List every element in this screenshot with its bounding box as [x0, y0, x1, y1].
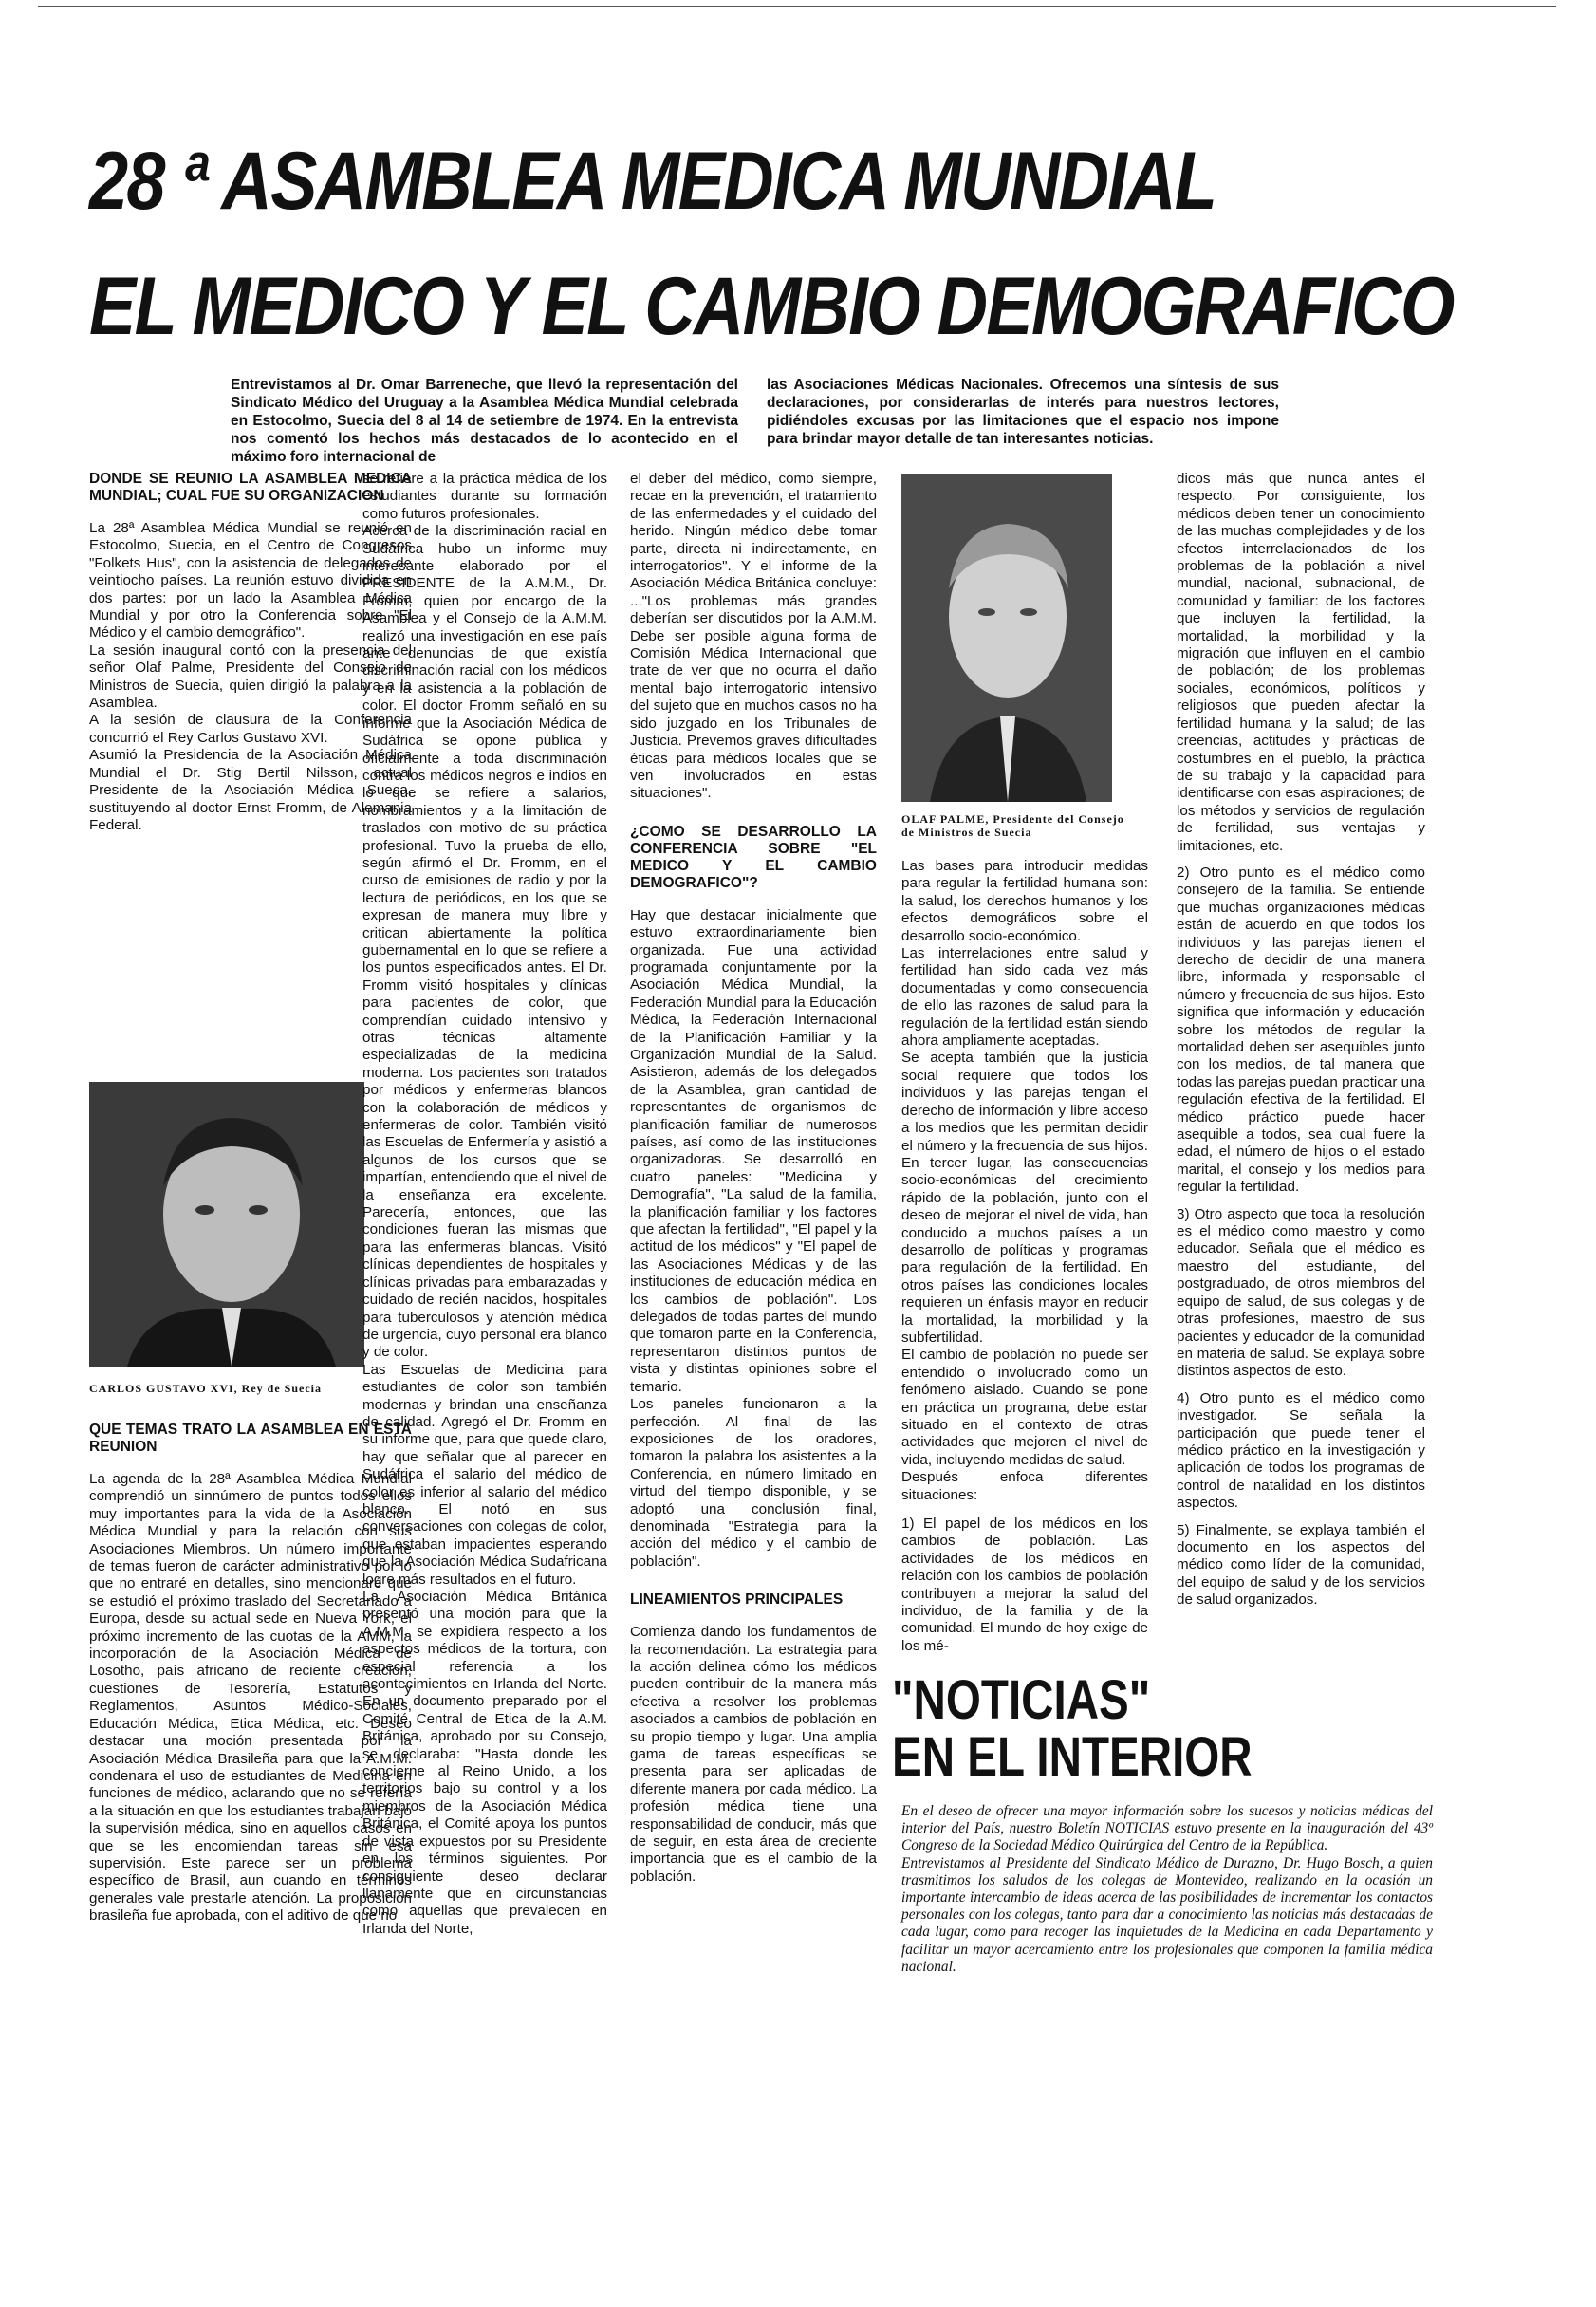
- paragraph: se refiere a la práctica médica de los estudiantes durante su formación como futuros profesionales.: [362, 471, 607, 522]
- paragraph: el deber del médico, como siempre, recae en la prevención, el tratamiento de las enfermedades y el cuidado del herido. Ningún médico debe tomar parte, directa ni indirectamente, en interrogatorios". Y el informe de la Asociación Médica Británica concluye: ..."Los problemas más grandes deberían ser discutidos por la A.M.M. Debe ser posible alguna forma de Comisión Médica Internacional que trate de ver que no ocurra el daño mental bajo interrogatorio intensivo del sujeto que en muchos casos no ha sido juzgado en los Tribunales de Justicia. Prevemos graves dificultades éticas para médicos locales que se ven involucrados en estas situaciones".: [630, 471, 877, 802]
- paragraph: Hay que destacar inicialmente que estuvo extraordinariamente bien organizada. Fue una actividad programada conjuntamente por la Asociación Médica Mundial, la Federación Mundial para la Educación Médica, la Federación Internacional de la Planificación Familiar y la Organización Mundial de la Salud. Asistieron, además de los delegados de la Asamblea, gran cantidad de representantes de organismos de planificación familiar de numerosos países, así como de las instituciones organizadoras. Se desarrolló en cuatro paneles: "Medicina y Demografía", "La salud de la familia, la planificación familiar y los factores que afectan la fertilidad", "El papel y la actitud de los médicos" y "El papel de las Asociaciones Médicas y de las instituciones de educación médica en los cambios de población". Los delegados de todas partes del mundo que tomaron parte en la Conferencia, representaron distintos puntos de vista y distintas opiniones sobre el temario.: [630, 906, 877, 1395]
- paragraph: Se acepta también que la justicia social requiere que todos los individuos y las parejas tengan el derecho de información y libre acceso a los medios que les permitan decidir el número y la frecuencia de sus hijos. En tercer lugar, las consecuencias socio-económicas del crecimiento rápido de la población, junto con el deseo de mejorar el nivel de vida, han conducido a muchos países a un desarrollo de políticas y programas para regulación de la fertilidad. En otros países las condiciones locales requieren un énfasis mayor en reducir la mortalidad, la morbilidad y la subfertilidad.: [901, 1050, 1148, 1346]
- headline-2: EL MEDICO Y EL CAMBIO DEMOGRAFICO: [89, 261, 1454, 352]
- section-heading: DONDE SE REUNIO LA ASAMBLEA MEDICA MUNDIAL; CUAL FUE SU ORGANIZACION: [89, 471, 412, 504]
- paragraph: Las bases para introducir medidas para regular la fertilidad humana son: la salud, los derechos humanos y los efectos demográficos sobre el desarrollo socio-económico.: [901, 858, 1148, 944]
- paragraph: La sesión inaugural contó con la presencia del señor Olaf Palme, Presidente del Consejo de Ministros de Suecia, quien dirigió la palabra a la Asamblea.: [89, 642, 412, 712]
- section-heading: QUE TEMAS TRATO LA ASAMBLEA EN ESTA REUNION: [89, 1422, 412, 1455]
- paragraph: Después enfoca diferentes situaciones:: [901, 1469, 1148, 1503]
- paragraph: La 28ª Asamblea Médica Mundial se reunió en Estocolmo, Suecia, en el Centro de Congresos "Folkets Hus", con la asistencia de delegados de veintiocho países. La reunión estuvo dividida en dos partes: por un lado la Asamblea Médica Mundial y por otro la Conferencia sobre "El Médico y el cambio demográfico".: [89, 520, 412, 642]
- noticias-title: "NOTICIAS": [892, 1669, 1151, 1731]
- paragraph: Entrevistamos al Presidente del Sindicato Médico de Durazno, Dr. Hugo Bosch, a quien trasmitimos los saludos de los colegas de Montevideo, realizando en la ocasión un importante intercambio de ideas acerca de las posibilidades de incrementar los contactos personales con los colegas, tanto para dar a conocimiento las noticias más destacadas de cada lugar, como para recoger las inquietudes de la Medicina en cada Departamento y facilitar un mayor acercamiento entre los profesionales que componen la familia médica nacional.: [901, 1854, 1433, 1975]
- top-rule: [38, 6, 1556, 7]
- paragraph: Las interrelaciones entre salud y fertilidad han sido cada vez más documentadas y como consecuencia de ello las razones de salud para la regulación de la fertilidad están siendo ahora ampliamente aceptadas.: [901, 945, 1148, 1050]
- paragraph: 2) Otro punto es el médico como consejero de la familia. Se entiende que muchas organizaciones médicas están de acuerdo en que todos los individuos y las parejas tienen el derecho de decidir de una manera libre, informada y responsable el número y frecuencia de sus hijos. Esto significa que información y educación sobre los métodos de regular la mortalidad deben ser asequibles junto con los medios, de tal manera que todas las parejas puedan practicar una regulación efectiva de la fertilidad. El médico práctico puede hacer asequible a todos, sea cual fuere la edad, el número de hijos o el estado marital, el consejo y los medios para regular la fertilidad.: [1177, 864, 1425, 1196]
- paragraph: 5) Finalmente, se explaya también el documento en los aspectos del médico como líder de la comunidad, del equipo de salud y de los servicios de salud organizados.: [1177, 1521, 1425, 1609]
- paragraph: La agenda de la 28ª Asamblea Médica Mundial comprendió un sinnúmero de puntos todos ellos muy importantes para la vida de la Asociación Médica Mundial y para la relación con sus Asociaciones Miembros. Un número importante de temas fueron de carácter administrativo por lo que no entraré en detalles, sino mencionaré que se estudió el próximo traslado del Secretariado a Europa, desde su actual sede en Nueva York, el próximo incremento de las cuotas de la AMM, la incorporación de la Asociación Médica de Losotho, país africano de reciente creación, cuestiones de Tesorería, Estatutos y Reglamentos, Asuntos Médico-Sociales, Educación Médica, Etica Médica, etc. Deseo destacar una moción presentada por la Asociación Médica Brasileña para que la A.M.M. condenara el uso de estudiantes de Medicina en funciones de médico, aclarando que no se refería a la situación en que los estudiantes trabajan bajo la supervisión médica, sino en aquellos casos en que se les encomiendan tareas sin esa supervisión. Este parece ser un problema específico de Brasil, aun cuando en términos generales vale prestarle atención. La proposición brasileña fue aprobada, con el aditivo de que no: [89, 1471, 412, 1925]
- section-heading: ¿COMO SE DESARROLLO LA CONFERENCIA SOBRE "EL MEDICO Y EL CAMBIO DEMOGRAFICO"?: [630, 823, 877, 891]
- column-3: [630, 471, 877, 1886]
- paragraph: Los paneles funcionaron a la perfección. Al final de las exposiciones de los oradores, tomaron la palabra los asistentes a la Conferencia, en número limitado en virtud del tiempo disponible, y se adoptó una conclusión final, denominada "Estrategia para la acción del médico y el cambio de población".: [630, 1396, 877, 1570]
- intro-left: Entrevistamos al Dr. Omar Barreneche, que llevó la representación del Sindicato Médico del Uruguay a la Asamblea Médica Mundial celebrada en Estocolmo, Suecia del 8 al 14 de setiembre de 1974. En la entrevista nos comentó los hechos más destacados de lo acontecido en el máximo foro internacional de: [231, 377, 738, 465]
- paragraph: Comienza dando los fundamentos de la recomendación. La estrategia para la acción delinea cómo los médicos pueden contribuir de la manera más efectiva a resolver los problemas asociados a cambios de población en su propio tiempo y lugar. Una amplia gama de tareas específicas se presenta para ser aplicadas de diferente manera por cada médico. La profesión médica tiene una responsabilidad de conducir, más que de seguir, en esta área de creciente importancia que es el cambio de la población.: [630, 1624, 877, 1885]
- column-2: [362, 471, 607, 1938]
- paragraph: Las Escuelas de Medicina para estudiantes de color son también modernas y brindan una enseñanza de calidad. Agregó el Dr. Fromm en su informe que, para que quede claro, hay que señalar que al parecer en Sudáfrica el salario del médico de color es inferior al salario del médico blanco. El notó en sus conversaciones con colegas de color, que estaban impacientes esperando que la Asociación Médica Sudafricana logre más resultados en el futuro.: [362, 1361, 607, 1588]
- photo-caption: CARLOS GUSTAVO XVI, Rey de Suecia: [89, 1382, 323, 1395]
- paragraph: A la sesión de clausura de la Conferencia concurrió el Rey Carlos Gustavo XVI.: [89, 712, 412, 746]
- noticias-subtitle: EN EL INTERIOR: [892, 1726, 1253, 1788]
- paragraph: Asumió la Presidencia de la Asociación Médica Mundial el Dr. Stig Bertil Nilsson, actual Presidente de la Asociación Médica Sueca, sustituyendo al doctor Ernst Fromm, de Alemania Federal.: [89, 747, 412, 833]
- paragraph: Acerca de la discriminación racial en Sudáfrica hubo un informe muy interesante elaborado por el PRESIDENTE de la A.M.M., Dr. Fromm, quien por encargo de la Asamblea y el Consejo de la A.M.M. realizó una investigación en ese país ante denuncias de que existía discriminación racial con los médicos y en la asistencia a la población de color. El doctor Fromm señaló en su informe que la Asociación Médica de Sudáfrica se opone pública y oficialmente a toda discriminación contra los médicos negros e indios en lo que se refiere a salarios, nombramientos y a la limitación de traslados con motivo de su práctica profesional. Tuvo la prueba de ello, según afirmó el Dr. Fromm, en el curso de emisiones de radio y por la lectura de periódicos, en los que se expresan de manera muy libre y critican abiertamente la política gubernamental en lo que se refiere a los puntos especificados antes. El Dr. Fromm visitó hospitales y clínicas para pacientes de color, que comprendían cuidado intensivo y otras técnicas altamente especializadas de la medicina moderna. Los pacientes son tratados por médicos y enfermeras blancos con la colaboración de médicos y enfermeras de color. También visitó las Escuelas de Enfermería y asistió a algunos de los cursos que se impartían, entendiendo que el nivel de la enseñanza era excelente. Parecería, entonces, que las condiciones fueran las mismas que para las enfermeras blancas. Visitó clínicas dependientes de hospitales y clínicas privadas para embarazadas y cuidado de recién nacidos, hospitales para tuberculosos y atención médica de urgencia, cuyo personal era blanco y de color.: [362, 523, 607, 1361]
- photo-carlos-gustavo: [89, 1082, 364, 1367]
- paragraph: 4) Otro punto es el médico como investigador. Se señala la participación que puede tener el médico práctico en la investigación y aplicación de todos los programas de control de natalidad en los distintos aspectos.: [1177, 1389, 1425, 1512]
- column-4: [901, 858, 1148, 1655]
- paragraph: La Asociación Médica Británica presentó una moción para que la A.M.M. se expidiera respecto a los aspectos médicos de la tortura, con especial referencia a los acontecimientos en Irlanda del Norte. En un documento preparado por el Comité Central de Etica de la A.M. Británica, aprobado por su Consejo, se declaraba: "Hasta donde les concierne al Reino Unido, a los territorios bajo su control y a los miembros de la Asociación Médica Británica, el Comité apoya los puntos de vista expuestos por su Presidente en los términos siguientes. Por consiguiente deseo declarar llanamente que en circunstancias como aquellas que prevalecen en Irlanda del Norte,: [362, 1589, 607, 1937]
- paragraph: dicos más que nunca antes el respecto. Por consiguiente, los médicos deben tener un conocimiento de las muchas complejidades y de los efectos interrelacionados de los problemas de la población a nivel mundial, nacional, subnacional, de comunidad y familiar: de los factores que incluyen la fertilidad, la mortalidad, la morbilidad y la migración que influyen en el cambio de población; de los problemas sociales, económicos, políticos y religiosos que pueden afectar la fertilidad humana y la salud; de las creencias, actitudes y prácticas de costumbres en el pueblo, la práctica de su trabajo y la capacidad para identificarse con esas aspiraciones; de los métodos y servicios de regulación de fertilidad, sus ventajas y limitaciones, etc.: [1177, 471, 1425, 854]
- intro-right: las Asociaciones Médicas Nacionales. Ofrecemos una síntesis de sus declaraciones, por considerarlas de interés para nuestros lectores, pidiéndoles excusas por las limitaciones que el espacio nos impone para brindar mayor detalle de tan interesantes noticias.: [767, 377, 1279, 447]
- paragraph: 3) Otro aspecto que toca la resolución es el médico como maestro y como educador. Señala que el médico es maestro del estudiante, del postgraduado, de otros miembros del equipo de salud, de sus colegas y de otras profesiones, maestro de sus pacientes y educador de la comunidad en materia de salud. Se explaya sobre distintos aspectos de esto.: [1177, 1205, 1425, 1380]
- section-heading: LINEAMIENTOS PRINCIPALES: [630, 1591, 844, 1609]
- headline-1: 28 ª ASAMBLEA MEDICA MUNDIAL: [89, 136, 1216, 227]
- photo-olaf-palme: [901, 474, 1112, 802]
- photo-caption: OLAF PALME, Presidente del Consejo de Ministros de Suecia: [901, 812, 1124, 839]
- noticias-body: [901, 1803, 1433, 1976]
- paragraph: En el deseo de ofrecer una mayor información sobre los sucesos y noticias médicas del interior del País, nuestro Boletín NOTICIAS estuvo presente en la inauguración del 43º Congreso de la Sociedad Médico Quirúrgica del Centro de la República.: [901, 1803, 1433, 1854]
- column-5: [1177, 471, 1425, 1609]
- paragraph: 1) El papel de los médicos en los cambios de población. Las actividades de los médicos en relación con los cambios de población contribuyen a mejorar la salud del individuo, de la familia y de la comunidad. El mundo de hoy exige de los mé-: [901, 1516, 1148, 1654]
- paragraph: El cambio de población no puede ser entendido o involucrado como un fenómeno aislado. Cuando se pone en práctica un programa, debe estar situado en el contexto de otras actividades que mejoren el nivel de vida, incluyendo medidas de salud.: [901, 1347, 1148, 1468]
